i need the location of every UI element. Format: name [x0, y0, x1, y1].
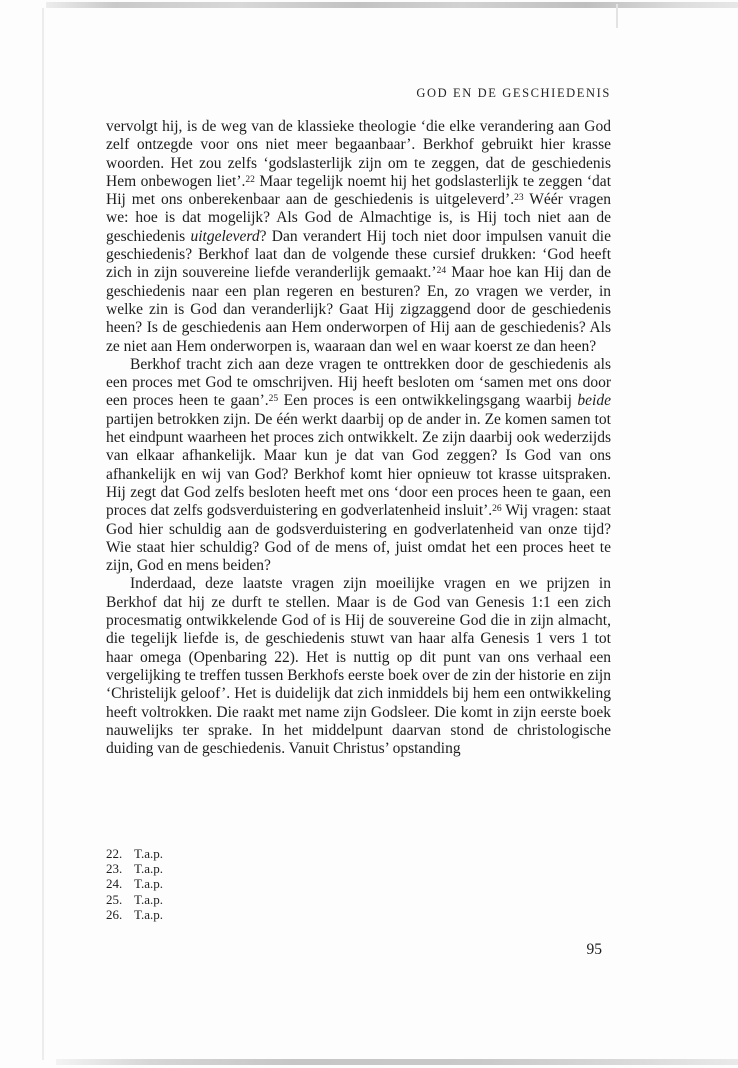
text-run: Maar hoe kan Hij dan de geschiedenis naar een plan regeren en besturen? En, zo vragen we verder, in welke zin is God dan veranderlijk? Gaat Hij zigzaggend door de geschiedenis heen? Is de geschiedenis aan Hem onderworpen of Hij aan de geschiedenis? Als ze niet aan Hem onderworpen is, waaraan dan wel en waar koerst ze dan heen?: [106, 264, 611, 355]
footnote-item: [106, 907, 611, 922]
footnote-number: 23.: [106, 861, 123, 877]
italic-text: beide: [577, 392, 611, 410]
text-run: Berkhof tracht zich aan deze vragen te onttrekken door de geschiedenis als een proces met God te omschrijven. Hij heeft besloten om ‘samen met ons door een proces heen te gaan’.: [106, 355, 611, 410]
text-run: ? Dan verandert Hij toch niet door impulsen vanuit die geschiedenis? Berkhof laat dan de volgende these cursief drukken: ‘God heeft zich in zijn souvereine liefde veranderlijk gemaakt.’: [106, 227, 611, 282]
text-run: Inderdaad, deze laatste vragen zijn moeilijke vragen en we prijzen in Berkhof dat hij ze durft te stellen. Maar is de God van Genesis 1:1 een zich procesmatig ontwikkelende God of is Hij de souvereine God die in zijn almacht, die tegelijk liefde is, de geschiedenis stuwt van haar alfa Genesis 1 vers 1 tot haar omega (Openbaring 22). Het is nuttig op dit punt van ons verhaal een vergelijking te treffen tussen Berkhofs eerste boek over de zin der historie en zijn ‘Christelijk geloof’. Het is duidelijk dat zich inmiddels bij hem een ontwikkeling heeft voltrokken. Die raakt met name zijn Godsleer. Die komt in zijn eerste boek nauwelijks ter sprake. In het middelpunt daarvan stond de christologische duiding van de geschiedenis. Vanuit Christus’ opstanding: [106, 575, 611, 758]
body-text: [106, 118, 611, 758]
text-run: Wij vragen: staat God hier schuldig aan de godsverduistering en godverlatenheid van onze tijd? Wie staat hier schuldig? God of de mens of, juist omdat het een proces heet te zijn, God en mens beiden?: [106, 502, 611, 575]
footnote-number: 25.: [106, 891, 123, 907]
footnote-reference: 22: [245, 174, 255, 185]
footnote-reference: 24: [436, 266, 447, 277]
text-run: Wéér vragen we: hoe is dat mogelijk? Als God de Almachtige is, is Hij toch niet aan de geschiedenis: [106, 191, 611, 245]
footnote-text: T.a.p.: [134, 906, 163, 922]
footnote-reference: 25: [268, 394, 279, 405]
footnote-item: [106, 861, 611, 876]
text-run: Een proces is een ontwikkelingsgang waarbij: [278, 392, 578, 410]
scan-edge-top: [46, 2, 738, 8]
running-head: GOD EN DE GESCHIEDENIS: [416, 86, 611, 100]
scan-edge-left: [42, 8, 44, 1060]
footnote-reference: 26: [492, 503, 502, 514]
italic-text: uitgeleverd: [190, 227, 260, 245]
paragraph: [106, 575, 611, 758]
text-run: Maar tegelijk noemt hij het godslasterlijk te zeggen ‘dat Hij met ons onberekenbaar aan de geschiedenis is uitgeleverd’.: [106, 172, 611, 209]
footnote-item: [106, 892, 611, 907]
text-run: partijen betrokken zijn. De één werkt daarbij op de ander in. Ze komen samen tot het eindpunt waarheen het proces zich ontwikkelt. Ze zijn daarbij ook wederzijds van elkaar afhankelijk. Maar kun je dat van God zeggen? Is God van ons afhankelijk en wij van God? Berkhof komt hier opnieuw tot krasse uitspraken. Hij zegt dat God zelfs besloten heeft met ons ‘door een proces heen te gaan, een proces dat zelfs godsverduistering en godverlatenheid insluit’.: [106, 410, 611, 520]
footnote-text: T.a.p.: [134, 876, 163, 892]
paragraph: [106, 356, 611, 576]
text-run: vervolgt hij, is de weg van de klassieke theologie ‘die elke verandering aan God zelf ontzegde voor ons niet meer begaanbaar’. Berkhof gebruikt hier krasse woorden. Het zou zelfs ‘godslasterlijk zijn om te zeggen, dat de geschiedenis Hem onbewogen liet’.: [106, 118, 611, 190]
footnote-list: [106, 846, 611, 922]
footnote-number: 26.: [106, 906, 123, 922]
footnote-number: 22.: [106, 846, 123, 861]
footnote-reference: 23: [514, 192, 524, 203]
footnote-text: T.a.p.: [134, 861, 163, 877]
scan-edge-bottom: [56, 1059, 738, 1065]
footnote-item: [106, 876, 611, 891]
page-number: 95: [586, 941, 602, 958]
footnote-number: 24.: [106, 876, 123, 892]
footnote-text: T.a.p.: [134, 891, 163, 907]
scan-mark-top-right: [616, 4, 618, 28]
paragraph: [106, 118, 611, 356]
footnote-item: [106, 846, 611, 861]
footnote-text: T.a.p.: [134, 846, 163, 861]
